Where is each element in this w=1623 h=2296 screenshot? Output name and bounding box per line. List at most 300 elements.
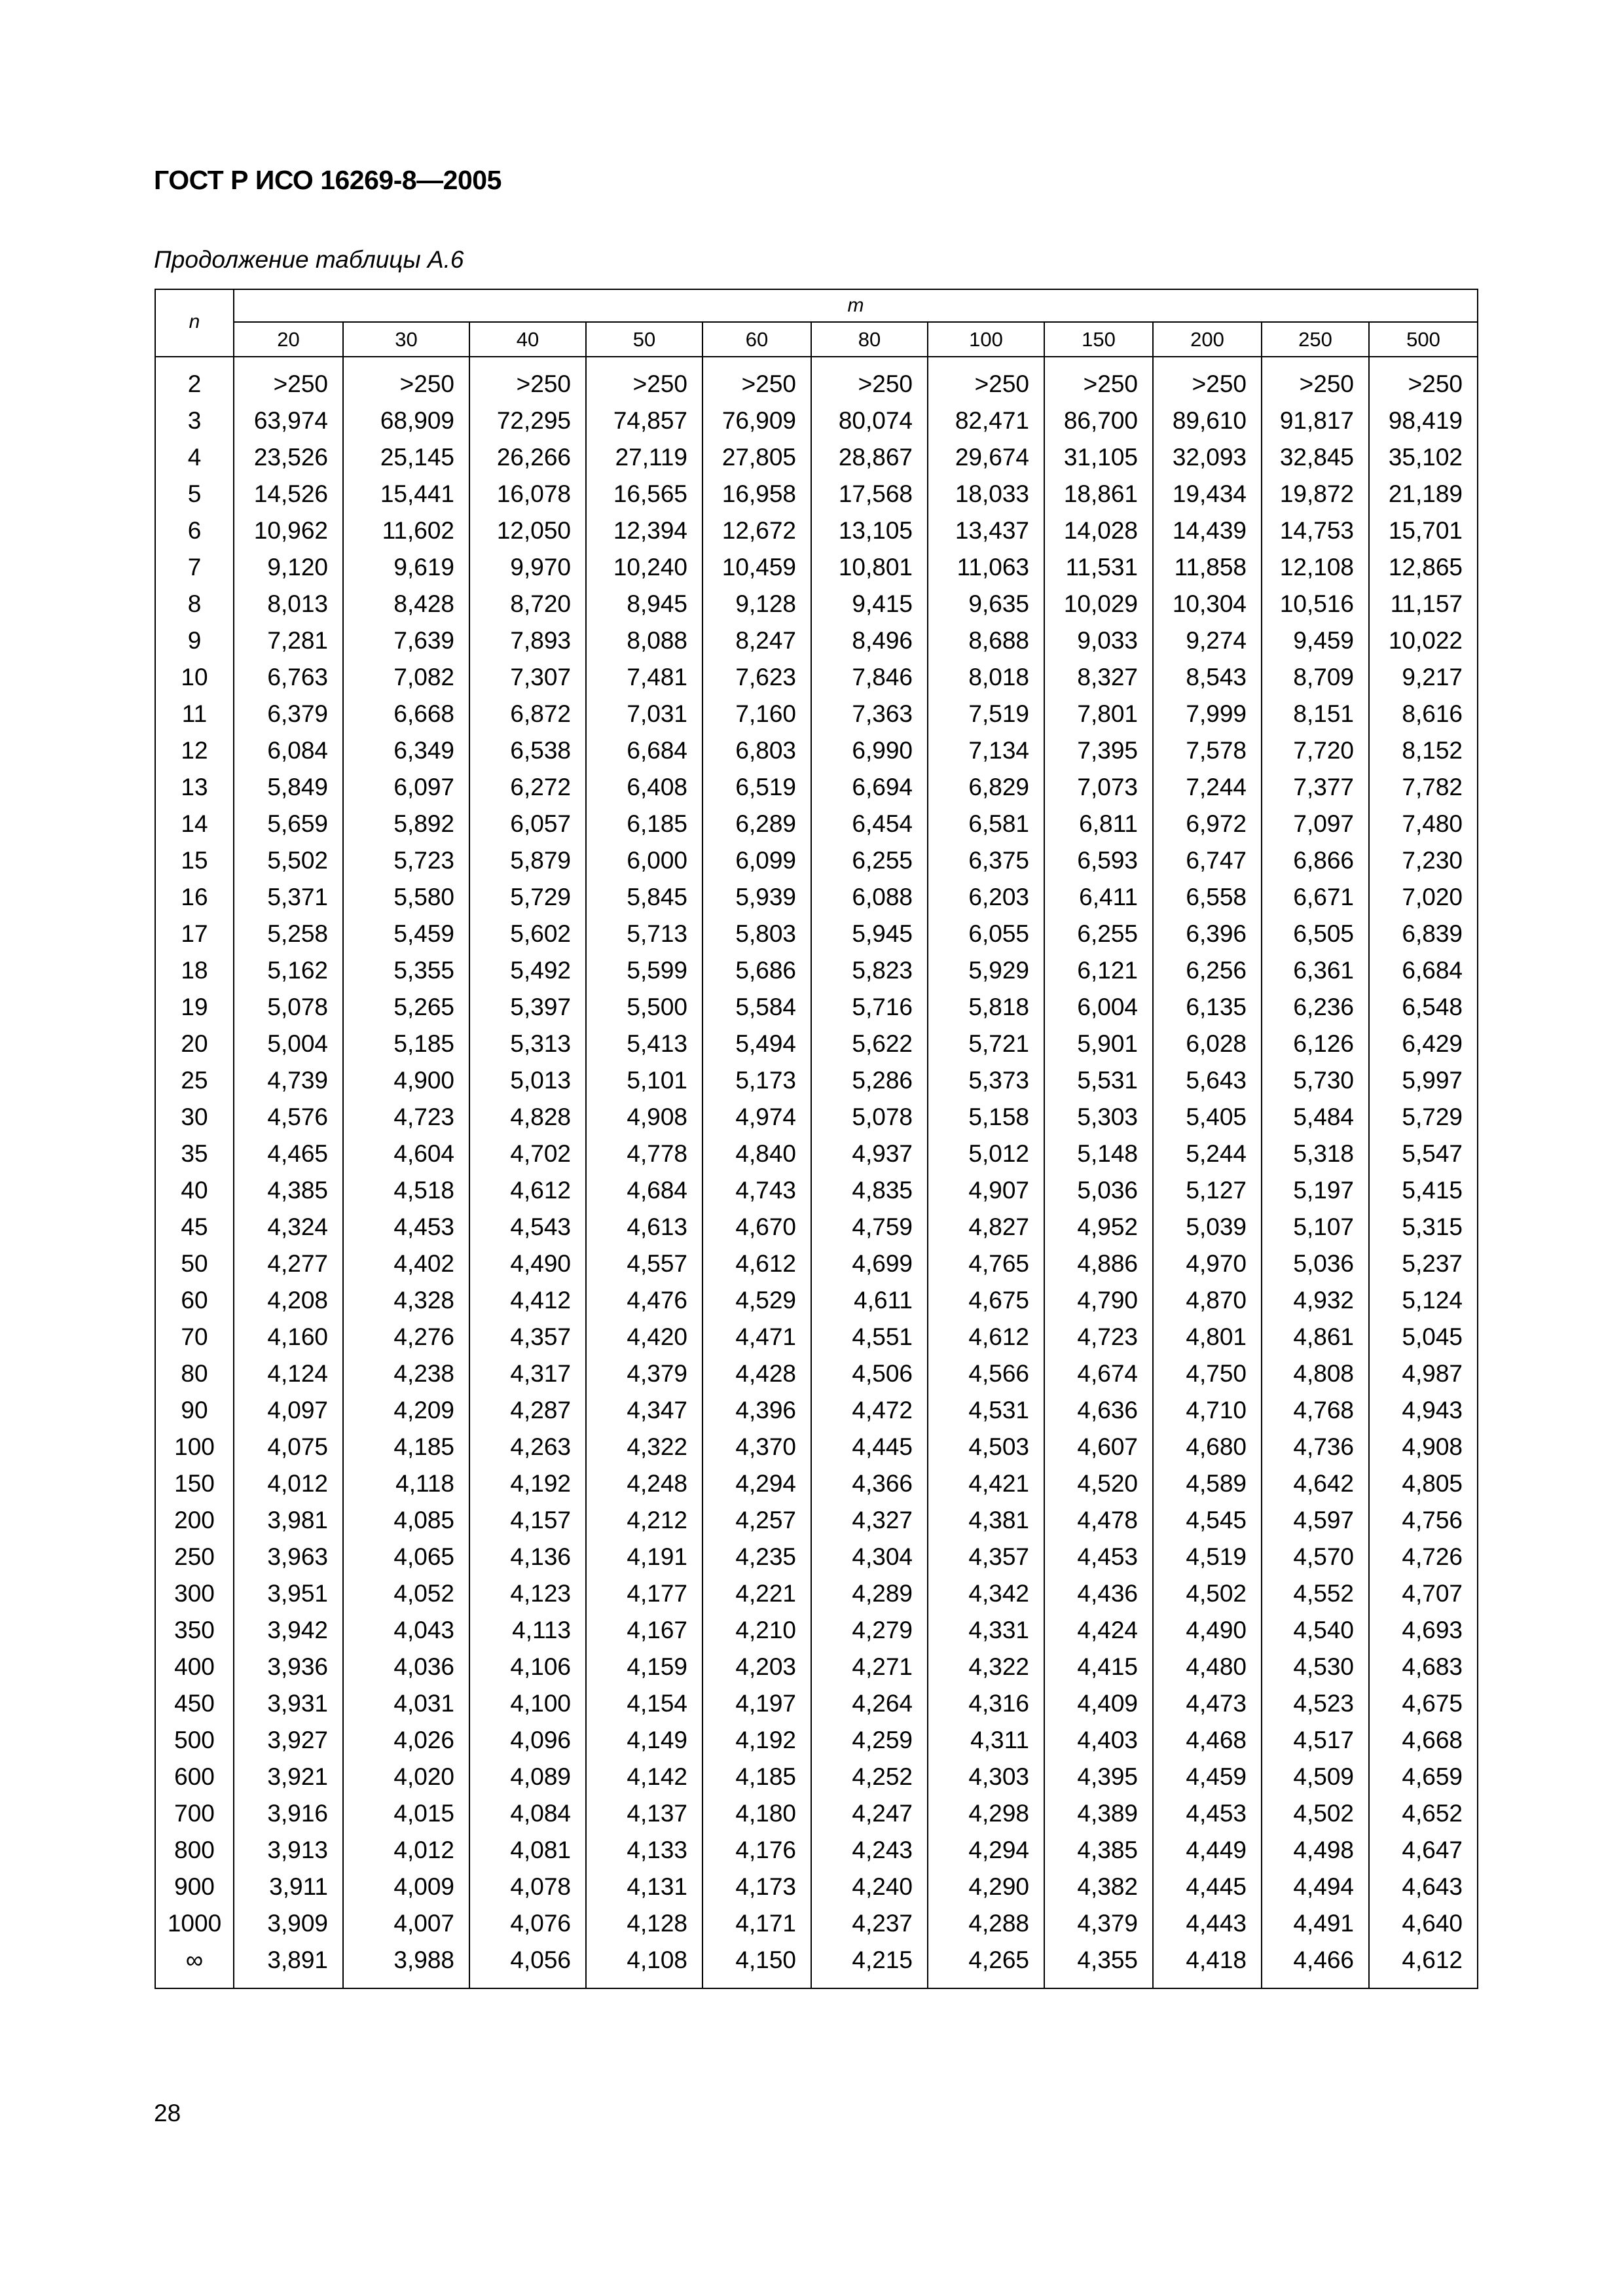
column-header-m-50: 50 <box>586 322 702 357</box>
spacer-cell <box>586 357 702 366</box>
table-row <box>155 622 1478 659</box>
table-cell: 8,496 <box>811 622 928 659</box>
table-cell: 4,723 <box>1044 1319 1153 1355</box>
row-label-n: 7 <box>155 549 234 586</box>
table-cell: 5,012 <box>928 1136 1044 1172</box>
table-cell: 6,236 <box>1262 989 1369 1026</box>
table-cell: 4,424 <box>1044 1612 1153 1649</box>
table-cell: 4,543 <box>469 1209 586 1246</box>
table-cell: 4,389 <box>1044 1795 1153 1832</box>
spacer-cell <box>1369 357 1478 366</box>
table-cell: 4,612 <box>702 1246 811 1282</box>
table-cell: 4,221 <box>702 1575 811 1612</box>
table-cell: 5,716 <box>811 989 928 1026</box>
table-cell: 32,093 <box>1153 439 1262 476</box>
table-cell: 5,315 <box>1369 1209 1478 1246</box>
column-header-m-80: 80 <box>811 322 928 357</box>
table-cell: 4,276 <box>343 1319 469 1355</box>
table-cell: 8,616 <box>1369 696 1478 732</box>
table-cell: 10,304 <box>1153 586 1262 622</box>
row-label-n: 17 <box>155 916 234 952</box>
table-cell: 4,154 <box>586 1685 702 1722</box>
head-row-top <box>155 289 1478 322</box>
table-cell: 7,578 <box>1153 732 1262 769</box>
table-cell: 6,084 <box>234 732 343 769</box>
table-cell: 10,459 <box>702 549 811 586</box>
table-cell: 27,119 <box>586 439 702 476</box>
table-cell: 5,318 <box>1262 1136 1369 1172</box>
table-cell: 7,639 <box>343 622 469 659</box>
table-cell: 5,127 <box>1153 1172 1262 1209</box>
table-cell: 4,702 <box>469 1136 586 1172</box>
column-header-m-500: 500 <box>1369 322 1478 357</box>
table-cell: 86,700 <box>1044 403 1153 439</box>
table-cell: 5,803 <box>702 916 811 952</box>
table-cell: 4,176 <box>702 1832 811 1869</box>
table-cell: 5,101 <box>586 1062 702 1099</box>
table-cell: 8,428 <box>343 586 469 622</box>
table-row <box>155 549 1478 586</box>
table-cell: 4,652 <box>1369 1795 1478 1832</box>
table-cell: 8,945 <box>586 586 702 622</box>
row-label-n: 15 <box>155 842 234 879</box>
table-cell: 3,942 <box>234 1612 343 1649</box>
row-label-n: 600 <box>155 1759 234 1795</box>
table-cell: 5,258 <box>234 916 343 952</box>
table-cell: 5,078 <box>234 989 343 1026</box>
table-cell: 4,007 <box>343 1905 469 1942</box>
table-cell: 19,434 <box>1153 476 1262 512</box>
table-cell: 5,580 <box>343 879 469 916</box>
table-row <box>155 1539 1478 1575</box>
table-cell: 6,548 <box>1369 989 1478 1026</box>
table-cell: 3,988 <box>343 1942 469 1988</box>
table-cell: 6,289 <box>702 806 811 842</box>
table-cell: 6,055 <box>928 916 1044 952</box>
table-cell: 8,151 <box>1262 696 1369 732</box>
table-cell: 4,100 <box>469 1685 586 1722</box>
table-cell: 4,009 <box>343 1869 469 1905</box>
table-cell: 5,078 <box>811 1099 928 1136</box>
table-cell: 9,274 <box>1153 622 1262 659</box>
table-cell: 4,259 <box>811 1722 928 1759</box>
table-cell: 5,721 <box>928 1026 1044 1062</box>
document-header: ГОСТ Р ИСО 16269-8—2005 <box>154 165 501 195</box>
table-cell: 4,907 <box>928 1172 1044 1209</box>
column-header-m-40: 40 <box>469 322 586 357</box>
table-cell: 4,576 <box>234 1099 343 1136</box>
table-cell: 15,701 <box>1369 512 1478 549</box>
table-cell: 4,396 <box>702 1392 811 1429</box>
table-cell: 4,192 <box>702 1722 811 1759</box>
table-row <box>155 366 1478 403</box>
table-cell: 4,185 <box>702 1759 811 1795</box>
row-label-n: 45 <box>155 1209 234 1246</box>
table-cell: 6,581 <box>928 806 1044 842</box>
table-row <box>155 696 1478 732</box>
spacer-cell <box>155 357 234 366</box>
table-cell: 25,145 <box>343 439 469 476</box>
row-label-n: 16 <box>155 879 234 916</box>
table-cell: 4,031 <box>343 1685 469 1722</box>
table-cell: 19,872 <box>1262 476 1369 512</box>
table-cell: 3,981 <box>234 1502 343 1539</box>
table-row <box>155 586 1478 622</box>
table-cell: 8,247 <box>702 622 811 659</box>
table-cell: 6,185 <box>586 806 702 842</box>
table-cell: 74,857 <box>586 403 702 439</box>
table-cell: 3,916 <box>234 1795 343 1832</box>
row-label-n: 400 <box>155 1649 234 1685</box>
table-cell: 4,197 <box>702 1685 811 1722</box>
table-cell: 4,290 <box>928 1869 1044 1905</box>
table-cell: 5,459 <box>343 916 469 952</box>
table-cell: 8,688 <box>928 622 1044 659</box>
table-row <box>155 916 1478 952</box>
table-cell: 3,913 <box>234 1832 343 1869</box>
table-cell: 4,480 <box>1153 1649 1262 1685</box>
table-cell: 4,765 <box>928 1246 1044 1282</box>
row-label-n: 5 <box>155 476 234 512</box>
table-cell: 4,304 <box>811 1539 928 1575</box>
spacer-cell <box>1153 357 1262 366</box>
table-cell: 5,397 <box>469 989 586 1026</box>
table-cell: 14,526 <box>234 476 343 512</box>
row-label-n: 150 <box>155 1465 234 1502</box>
table-row <box>155 1649 1478 1685</box>
table-cell: 4,473 <box>1153 1685 1262 1722</box>
table-cell: 6,593 <box>1044 842 1153 879</box>
table-cell: 4,739 <box>234 1062 343 1099</box>
table-cell: 4,759 <box>811 1209 928 1246</box>
table-row <box>155 476 1478 512</box>
table-cell: 4,551 <box>811 1319 928 1355</box>
table-cell: 5,818 <box>928 989 1044 1026</box>
table-row <box>155 1759 1478 1795</box>
table-cell: 6,256 <box>1153 952 1262 989</box>
table-cell: 4,530 <box>1262 1649 1369 1685</box>
table-cell: 5,659 <box>234 806 343 842</box>
table-cell: 5,373 <box>928 1062 1044 1099</box>
table-cell: 13,437 <box>928 512 1044 549</box>
row-label-n: 100 <box>155 1429 234 1465</box>
table-cell: 5,945 <box>811 916 928 952</box>
table-cell: 16,958 <box>702 476 811 512</box>
column-header-m-30: 30 <box>343 322 469 357</box>
table-cell: 6,763 <box>234 659 343 696</box>
table-cell: 12,672 <box>702 512 811 549</box>
table-cell: >250 <box>469 366 586 403</box>
table-row <box>155 842 1478 879</box>
row-variable-header: n <box>155 289 234 357</box>
table-cell: 4,370 <box>702 1429 811 1465</box>
table-cell: 5,500 <box>586 989 702 1026</box>
table-cell: 5,237 <box>1369 1246 1478 1282</box>
table-cell: 4,465 <box>234 1136 343 1172</box>
table-row <box>155 1942 1478 1988</box>
table-cell: 5,197 <box>1262 1172 1369 1209</box>
table-cell: 4,342 <box>928 1575 1044 1612</box>
table-cell: 4,453 <box>1153 1795 1262 1832</box>
table-cell: 7,893 <box>469 622 586 659</box>
table-cell: 4,171 <box>702 1905 811 1942</box>
column-header-m-200: 200 <box>1153 322 1262 357</box>
table-cell: 4,952 <box>1044 1209 1153 1246</box>
table-cell: 16,078 <box>469 476 586 512</box>
table-cell: 10,801 <box>811 549 928 586</box>
table-row <box>155 1722 1478 1759</box>
table-cell: 7,230 <box>1369 842 1478 879</box>
table-cell: 5,303 <box>1044 1099 1153 1136</box>
table-cell: 4,607 <box>1044 1429 1153 1465</box>
table-row <box>155 1246 1478 1282</box>
table-cell: 12,050 <box>469 512 586 549</box>
row-label-n: 8 <box>155 586 234 622</box>
table-cell: 4,084 <box>469 1795 586 1832</box>
table-cell: 5,845 <box>586 879 702 916</box>
table-cell: 4,503 <box>928 1429 1044 1465</box>
spacer-cell <box>234 357 343 366</box>
table-cell: 4,185 <box>343 1429 469 1465</box>
table-cell: 17,568 <box>811 476 928 512</box>
table-cell: 4,970 <box>1153 1246 1262 1282</box>
table-cell: 4,886 <box>1044 1246 1153 1282</box>
table-cell: 4,379 <box>1044 1905 1153 1942</box>
table-cell: 4,674 <box>1044 1355 1153 1392</box>
table-cell: 4,327 <box>811 1502 928 1539</box>
table-cell: 8,152 <box>1369 732 1478 769</box>
table-cell: >250 <box>1044 366 1153 403</box>
table-cell: 4,835 <box>811 1172 928 1209</box>
table-cell: 4,065 <box>343 1539 469 1575</box>
column-header-m-150: 150 <box>1044 322 1153 357</box>
table-cell: 4,778 <box>586 1136 702 1172</box>
table-cell: 4,643 <box>1369 1869 1478 1905</box>
table-cell: 28,867 <box>811 439 928 476</box>
table-cell: 4,150 <box>702 1942 811 1988</box>
table-cell: 4,726 <box>1369 1539 1478 1575</box>
table-row <box>155 1319 1478 1355</box>
row-label-n: ∞ <box>155 1942 234 1988</box>
table-cell: 5,602 <box>469 916 586 952</box>
table-row <box>155 659 1478 696</box>
table-cell: 4,490 <box>469 1246 586 1282</box>
table-cell: 6,028 <box>1153 1026 1262 1062</box>
table-cell: 6,829 <box>928 769 1044 806</box>
table-cell: 4,509 <box>1262 1759 1369 1795</box>
table-cell: 5,313 <box>469 1026 586 1062</box>
table-cell: 4,861 <box>1262 1319 1369 1355</box>
table-row <box>155 1905 1478 1942</box>
table-cell: 4,478 <box>1044 1502 1153 1539</box>
row-label-n: 80 <box>155 1355 234 1392</box>
table-row <box>155 1172 1478 1209</box>
table-cell: 9,120 <box>234 549 343 586</box>
table-cell: >250 <box>811 366 928 403</box>
table-cell: 4,670 <box>702 1209 811 1246</box>
table-cell: 4,675 <box>928 1282 1044 1319</box>
table-cell: 3,909 <box>234 1905 343 1942</box>
table-cell: 4,436 <box>1044 1575 1153 1612</box>
table-cell: 5,244 <box>1153 1136 1262 1172</box>
table-cell: 4,466 <box>1262 1942 1369 1988</box>
table-cell: 4,277 <box>234 1246 343 1282</box>
table-cell: 5,939 <box>702 879 811 916</box>
table-cell: 4,287 <box>469 1392 586 1429</box>
table-cell: 4,675 <box>1369 1685 1478 1722</box>
table-cell: 4,328 <box>343 1282 469 1319</box>
table-cell: 4,076 <box>469 1905 586 1942</box>
spacer-cell <box>702 357 811 366</box>
table-cell: 18,861 <box>1044 476 1153 512</box>
table-cell: 4,974 <box>702 1099 811 1136</box>
table-cell: 4,294 <box>928 1832 1044 1869</box>
row-label-n: 900 <box>155 1869 234 1905</box>
table-cell: 4,015 <box>343 1795 469 1832</box>
table-cell: 10,240 <box>586 549 702 586</box>
table-cell: 4,453 <box>1044 1539 1153 1575</box>
table-cell: 4,012 <box>343 1832 469 1869</box>
table-cell: 5,039 <box>1153 1209 1262 1246</box>
table-cell: 6,004 <box>1044 989 1153 1026</box>
table-cell: 5,729 <box>469 879 586 916</box>
table-cell: 5,148 <box>1044 1136 1153 1172</box>
table-cell: 9,033 <box>1044 622 1153 659</box>
table-cell: 7,020 <box>1369 879 1478 916</box>
table-cell: 4,707 <box>1369 1575 1478 1612</box>
table-row <box>155 1502 1478 1539</box>
table-cell: >250 <box>928 366 1044 403</box>
table-cell: 6,866 <box>1262 842 1369 879</box>
table-row <box>155 1209 1478 1246</box>
table-cell: 4,801 <box>1153 1319 1262 1355</box>
table-cell: 3,911 <box>234 1869 343 1905</box>
table-cell: 4,212 <box>586 1502 702 1539</box>
table-cell: 4,385 <box>1044 1832 1153 1869</box>
table-cell: 3,951 <box>234 1575 343 1612</box>
table-cell: 7,244 <box>1153 769 1262 806</box>
table-cell: 5,547 <box>1369 1136 1478 1172</box>
table-cell: 4,056 <box>469 1942 586 1988</box>
table-cell: 5,643 <box>1153 1062 1262 1099</box>
table-cell: 4,612 <box>469 1172 586 1209</box>
table-cell: 6,803 <box>702 732 811 769</box>
table-cell: 6,558 <box>1153 879 1262 916</box>
table-cell: 9,128 <box>702 586 811 622</box>
row-label-n: 11 <box>155 696 234 732</box>
table-cell: 4,445 <box>811 1429 928 1465</box>
table-cell: 4,937 <box>811 1136 928 1172</box>
table-cell: 4,805 <box>1369 1465 1478 1502</box>
table-row <box>155 1429 1478 1465</box>
table-cell: 4,476 <box>586 1282 702 1319</box>
table-head <box>155 289 1478 357</box>
table-cell: 4,736 <box>1262 1429 1369 1465</box>
table-cell: 6,057 <box>469 806 586 842</box>
table-cell: >250 <box>234 366 343 403</box>
spacer-cell <box>1044 357 1153 366</box>
table-cell: 3,927 <box>234 1722 343 1759</box>
table-cell: 4,288 <box>928 1905 1044 1942</box>
table-cell: 3,963 <box>234 1539 343 1575</box>
table-cell: 14,028 <box>1044 512 1153 549</box>
table-cell: 4,089 <box>469 1759 586 1795</box>
table-cell: >250 <box>1262 366 1369 403</box>
table-cell: 6,361 <box>1262 952 1369 989</box>
row-label-n: 60 <box>155 1282 234 1319</box>
table-cell: 4,096 <box>469 1722 586 1759</box>
row-label-n: 250 <box>155 1539 234 1575</box>
table-cell: 4,366 <box>811 1465 928 1502</box>
table-cell: 4,557 <box>586 1246 702 1282</box>
table-cell: 10,022 <box>1369 622 1478 659</box>
table-cell: 7,801 <box>1044 696 1153 732</box>
table-cell: 11,063 <box>928 549 1044 586</box>
table-cell: 6,684 <box>586 732 702 769</box>
table-cell: 5,107 <box>1262 1209 1369 1246</box>
table-cell: 4,081 <box>469 1832 586 1869</box>
table-cell: 6,097 <box>343 769 469 806</box>
table-cell: 4,684 <box>586 1172 702 1209</box>
table-cell: 6,411 <box>1044 879 1153 916</box>
table-cell: 6,990 <box>811 732 928 769</box>
table-cell: 6,396 <box>1153 916 1262 952</box>
table-cell: 7,160 <box>702 696 811 732</box>
table-cell: 5,173 <box>702 1062 811 1099</box>
row-label-n: 14 <box>155 806 234 842</box>
table-cell: 4,506 <box>811 1355 928 1392</box>
table-cell: 4,613 <box>586 1209 702 1246</box>
table-cell: 11,157 <box>1369 586 1478 622</box>
table-cell: 4,142 <box>586 1759 702 1795</box>
row-label-n: 90 <box>155 1392 234 1429</box>
table-cell: 7,999 <box>1153 696 1262 732</box>
row-label-n: 25 <box>155 1062 234 1099</box>
spacer-cell <box>343 357 469 366</box>
table-cell: 7,846 <box>811 659 928 696</box>
table-cell: 4,324 <box>234 1209 343 1246</box>
table-cell: 27,805 <box>702 439 811 476</box>
table-cell: 5,371 <box>234 879 343 916</box>
table-cell: 4,137 <box>586 1795 702 1832</box>
table-cell: 4,443 <box>1153 1905 1262 1942</box>
table-cell: 4,723 <box>343 1099 469 1136</box>
table-cell: 4,517 <box>1262 1722 1369 1759</box>
table-cell: 4,385 <box>234 1172 343 1209</box>
table-cell: 5,494 <box>702 1026 811 1062</box>
table-cell: 4,123 <box>469 1575 586 1612</box>
table-cell: 7,377 <box>1262 769 1369 806</box>
table-cell: 4,402 <box>343 1246 469 1282</box>
table-cell: 4,710 <box>1153 1392 1262 1429</box>
table-row <box>155 439 1478 476</box>
table-cell: >250 <box>1153 366 1262 403</box>
table-cell: 7,097 <box>1262 806 1369 842</box>
table-cell: 6,429 <box>1369 1026 1478 1062</box>
table-cell: 4,052 <box>343 1575 469 1612</box>
row-label-n: 1000 <box>155 1905 234 1942</box>
table-cell: 18,033 <box>928 476 1044 512</box>
table-cell: 9,635 <box>928 586 1044 622</box>
table-cell: 4,192 <box>469 1465 586 1502</box>
table-cell: 9,459 <box>1262 622 1369 659</box>
table-cell: 91,817 <box>1262 403 1369 439</box>
table-cell: 9,217 <box>1369 659 1478 696</box>
table-row <box>155 1832 1478 1869</box>
table-cell: 5,901 <box>1044 1026 1153 1062</box>
table-cell: 4,827 <box>928 1209 1044 1246</box>
table-cell: 4,191 <box>586 1539 702 1575</box>
